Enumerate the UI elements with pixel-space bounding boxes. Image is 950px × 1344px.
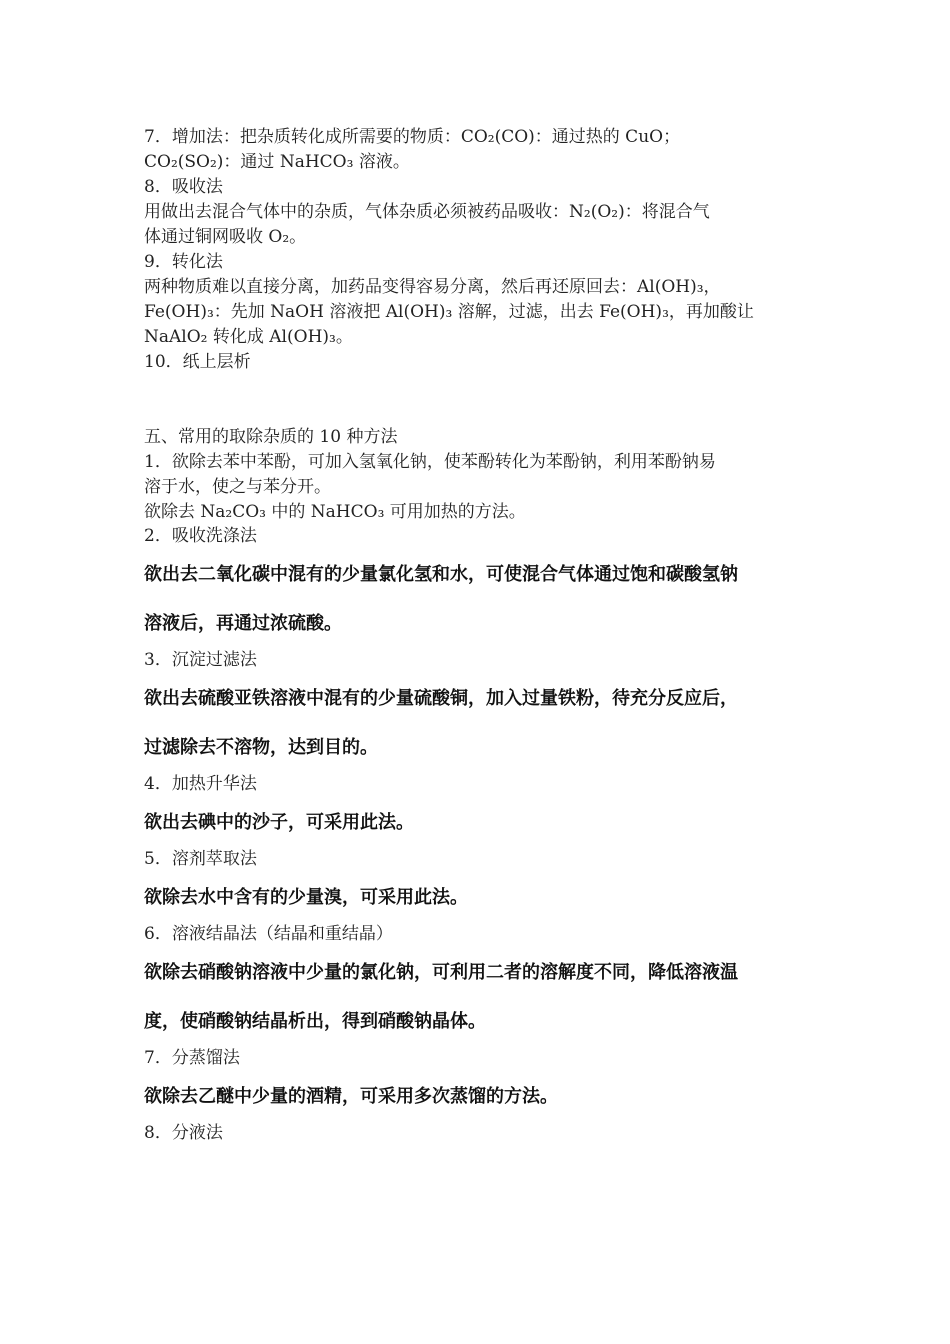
method-1-line: 溶于水，使之与苯分开。 [144, 477, 331, 497]
method-2-line: 溶液后，再通过浓硫酸。 [144, 613, 342, 634]
heading-five: 五、常用的取除杂质的 10 种方法 [144, 427, 398, 447]
method-7-title: 7．分蒸馏法 [144, 1048, 240, 1068]
section-7-line: CO₂(SO₂)：通过 NaHCO₃ 溶液。 [144, 152, 410, 172]
section-9-line: 两种物质难以直接分离，加药品变得容易分离，然后再还原回去：Al(OH)₃， [144, 277, 721, 297]
method-6-line: 度，使硝酸钠结晶析出，得到硝酸钠晶体。 [144, 1011, 486, 1032]
method-7-line: 欲除去乙醚中少量的酒精，可采用多次蒸馏的方法。 [144, 1086, 558, 1107]
section-10-title: 10．纸上层析 [144, 352, 251, 372]
method-6-line: 欲除去硝酸钠溶液中少量的氯化钠，可利用二者的溶解度不同，降低溶液温 [144, 962, 738, 983]
method-4-line: 欲出去碘中的沙子，可采用此法。 [144, 812, 414, 833]
method-3-line: 欲出去硫酸亚铁溶液中混有的少量硫酸铜，加入过量铁粉，待充分反应后， [144, 688, 738, 709]
method-8-title: 8．分液法 [144, 1123, 223, 1143]
section-8-line: 体通过铜网吸收 O₂。 [144, 227, 307, 247]
section-9-title: 9．转化法 [144, 252, 223, 272]
method-5-title: 5．溶剂萃取法 [144, 849, 257, 869]
method-6-title: 6．溶液结晶法（结晶和重结晶） [144, 924, 393, 944]
section-9-line: NaAlO₂ 转化成 Al(OH)₃。 [144, 327, 353, 347]
section-8-title: 8．吸收法 [144, 177, 223, 197]
method-4-title: 4．加热升华法 [144, 774, 257, 794]
method-2-line: 欲出去二氧化碳中混有的少量氯化氢和水，可使混合气体通过饱和碳酸氢钠 [144, 564, 738, 585]
method-2-title: 2．吸收洗涤法 [144, 526, 257, 546]
section-7-title: 7．增加法：把杂质转化成所需要的物质：CO₂(CO)：通过热的 CuO； [144, 127, 681, 147]
method-5-line: 欲除去水中含有的少量溴，可采用此法。 [144, 887, 468, 908]
method-3-title: 3．沉淀过滤法 [144, 650, 257, 670]
method-1-line: 1．欲除去苯中苯酚，可加入氢氧化钠，使苯酚转化为苯酚钠，利用苯酚钠易 [144, 452, 716, 472]
section-8-line: 用做出去混合气体中的杂质，气体杂质必须被药品吸收：N₂(O₂)：将混合气 [144, 202, 710, 222]
method-3-line: 过滤除去不溶物，达到目的。 [144, 737, 378, 758]
method-1-line: 欲除去 Na₂CO₃ 中的 NaHCO₃ 可用加热的方法。 [144, 502, 526, 522]
section-9-line: Fe(OH)₃：先加 NaOH 溶液把 Al(OH)₃ 溶解，过滤，出去 Fe(OH)₃，再加酸让 [144, 302, 754, 322]
